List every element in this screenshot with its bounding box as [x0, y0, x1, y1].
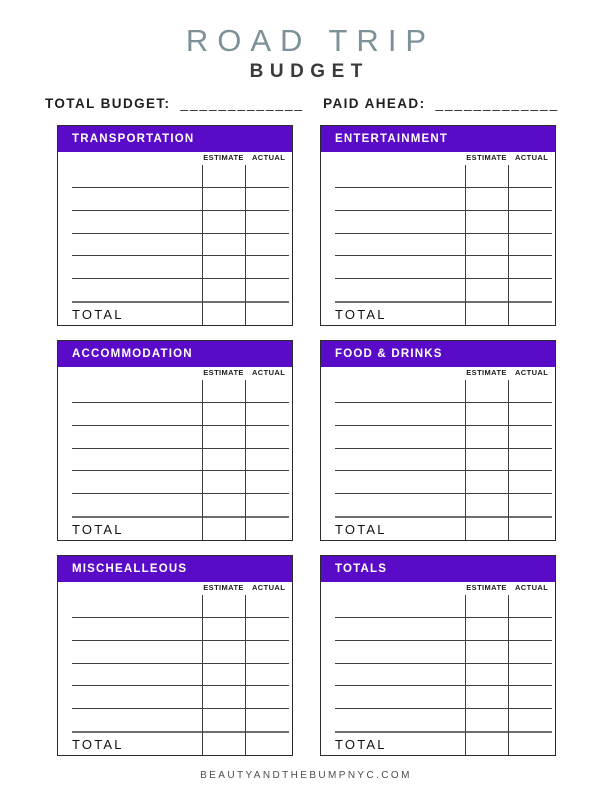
entry-row — [335, 403, 552, 426]
entry-row — [335, 449, 552, 472]
page-header — [0, 0, 612, 83]
total-budget-label: TOTAL BUDGET: — [45, 96, 171, 112]
section-body — [58, 367, 292, 540]
entry-row — [72, 211, 289, 234]
column-labels-row — [58, 583, 292, 595]
total-separator-row — [335, 279, 552, 303]
total-row — [58, 518, 292, 540]
actual-column-header: ACTUAL — [514, 368, 549, 378]
column-labels-row — [321, 368, 555, 380]
entry-row — [72, 618, 289, 641]
total-label: TOTAL — [72, 521, 124, 537]
entry-row — [335, 234, 552, 257]
section-title: MISCHEALLEOUS — [72, 563, 188, 576]
total-row — [321, 733, 555, 755]
entry-row — [335, 256, 552, 279]
column-labels-row — [321, 153, 555, 165]
section-header — [58, 126, 292, 152]
entry-row — [72, 686, 289, 709]
total-separator-row — [72, 279, 289, 303]
entry-row — [335, 686, 552, 709]
section-body — [58, 152, 292, 325]
actual-column-divider — [245, 595, 246, 755]
entry-row — [72, 234, 289, 257]
section-title: ENTERTAINMENT — [335, 133, 449, 146]
estimate-column-header: ESTIMATE — [203, 368, 244, 378]
total-row — [58, 303, 292, 325]
total-budget-blank: _____________ — [180, 96, 305, 112]
sections-grid — [0, 125, 612, 756]
section-title: ACCOMMODATION — [72, 348, 193, 361]
entry-row — [72, 165, 289, 188]
total-row — [321, 303, 555, 325]
section-header — [321, 341, 555, 367]
entry-row — [72, 641, 289, 664]
section-body — [321, 582, 555, 755]
entry-row — [72, 426, 289, 449]
section-body — [321, 367, 555, 540]
section-body — [321, 152, 555, 325]
total-row — [321, 518, 555, 540]
entry-row — [72, 595, 289, 618]
total-label: TOTAL — [335, 521, 387, 537]
estimate-column-divider — [465, 165, 466, 325]
paid-ahead-label: PAID AHEAD: — [323, 96, 426, 112]
actual-column-header: ACTUAL — [251, 583, 286, 593]
estimate-column-header: ESTIMATE — [466, 153, 507, 163]
section-title: TRANSPORTATION — [72, 133, 195, 146]
entry-row — [335, 618, 552, 641]
budget-section-panel — [57, 555, 293, 756]
entry-row — [335, 211, 552, 234]
column-labels-row — [58, 153, 292, 165]
paid-ahead-group — [323, 96, 559, 111]
total-label: TOTAL — [72, 736, 124, 752]
actual-column-header: ACTUAL — [251, 153, 286, 163]
actual-column-header: ACTUAL — [251, 368, 286, 378]
entry-row — [72, 664, 289, 687]
budget-section-panel — [57, 125, 293, 326]
actual-column-header: ACTUAL — [514, 583, 549, 593]
estimate-column-header: ESTIMATE — [203, 583, 244, 593]
estimate-column-divider — [202, 595, 203, 755]
entry-row — [335, 380, 552, 403]
estimate-column-header: ESTIMATE — [466, 368, 507, 378]
entry-row — [72, 471, 289, 494]
entry-row — [335, 188, 552, 211]
actual-column-divider — [508, 380, 509, 540]
entry-row — [335, 471, 552, 494]
section-header — [321, 556, 555, 582]
paid-ahead-blank: _____________ — [435, 96, 560, 112]
actual-column-divider — [245, 380, 246, 540]
section-title: FOOD & DRINKS — [335, 348, 443, 361]
actual-column-divider — [508, 595, 509, 755]
entry-row — [335, 664, 552, 687]
total-row — [58, 733, 292, 755]
section-header — [58, 556, 292, 582]
budget-section-panel — [320, 125, 556, 326]
page-title: ROAD TRIP — [185, 23, 436, 58]
entry-row — [72, 256, 289, 279]
estimate-column-divider — [465, 595, 466, 755]
summary-row — [0, 96, 612, 111]
actual-column-divider — [508, 165, 509, 325]
entry-row — [335, 641, 552, 664]
entry-row — [72, 449, 289, 472]
total-separator-row — [72, 709, 289, 733]
entry-row — [72, 403, 289, 426]
entry-row — [72, 380, 289, 403]
estimate-column-divider — [202, 165, 203, 325]
section-header — [58, 341, 292, 367]
estimate-column-header: ESTIMATE — [203, 153, 244, 163]
total-label: TOTAL — [72, 306, 124, 322]
page-subtitle: BUDGET — [249, 61, 369, 83]
budget-section-panel — [320, 340, 556, 541]
total-separator-row — [72, 494, 289, 518]
section-title: TOTALS — [335, 563, 388, 576]
total-separator-row — [335, 494, 552, 518]
entry-row — [335, 426, 552, 449]
column-labels-row — [58, 368, 292, 380]
entry-row — [335, 595, 552, 618]
estimate-column-divider — [202, 380, 203, 540]
section-body — [58, 582, 292, 755]
total-label: TOTAL — [335, 736, 387, 752]
entry-row — [335, 165, 552, 188]
actual-column-divider — [245, 165, 246, 325]
footer-url: BEAUTYANDTHEBUMPNYC.COM — [200, 770, 412, 781]
budget-section-panel — [57, 340, 293, 541]
total-separator-row — [335, 709, 552, 733]
entry-row — [72, 188, 289, 211]
budget-section-panel — [320, 555, 556, 756]
total-budget-group — [45, 96, 304, 111]
actual-column-header: ACTUAL — [514, 153, 549, 163]
total-label: TOTAL — [335, 306, 387, 322]
section-header — [321, 126, 555, 152]
column-labels-row — [321, 583, 555, 595]
estimate-column-divider — [465, 380, 466, 540]
estimate-column-header: ESTIMATE — [466, 583, 507, 593]
